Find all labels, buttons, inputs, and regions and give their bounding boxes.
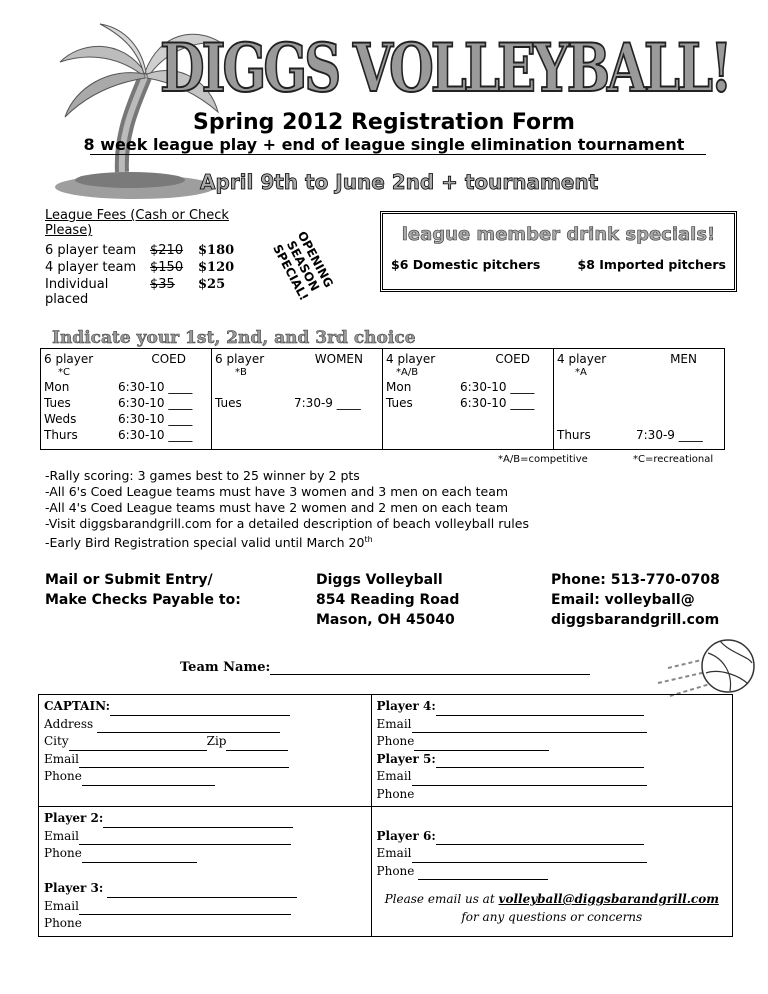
phone-label: Phone (376, 786, 415, 801)
phone-input[interactable] (82, 850, 197, 863)
phone-label: Phone (44, 846, 82, 860)
captain-label: CAPTAIN: (44, 699, 111, 713)
slot-day: Mon (386, 380, 412, 394)
player6-input[interactable] (436, 832, 644, 845)
schedule-heading: Indicate your 1st, 2nd, and 3rd choice (52, 328, 416, 348)
email-input[interactable] (412, 720, 647, 733)
slot-time: 7:30-9 ____ (294, 396, 361, 410)
contact-info (551, 570, 720, 630)
phone-input[interactable] (82, 773, 215, 786)
schedule-column-6-women (212, 349, 383, 450)
phone-label: Phone (44, 916, 82, 930)
player4-input[interactable] (436, 703, 644, 716)
league-code: *A/B (396, 367, 419, 378)
slot-time: 6:30-10 ____ (118, 428, 193, 442)
slot-time: 6:30-10 ____ (118, 412, 193, 426)
time-slot[interactable] (386, 395, 550, 411)
slot-day: Thurs (44, 428, 78, 442)
slot-day: Thurs (557, 428, 591, 442)
team-size: 6 player (215, 352, 265, 366)
zip-input[interactable] (226, 738, 288, 751)
mail-label (45, 570, 241, 610)
slot-time: 6:30-10 ____ (460, 396, 535, 410)
mail-label-line: Make Checks Payable to: (45, 592, 241, 608)
rules-notes (45, 468, 529, 551)
address-input[interactable] (97, 720, 280, 733)
player2-label: Player 2: (44, 811, 104, 825)
league-code: *A (575, 367, 587, 378)
email-input[interactable] (79, 832, 291, 845)
player-form-table (38, 694, 733, 937)
schedule-column-4-coed (383, 349, 554, 450)
league-type: WOMEN (314, 352, 363, 366)
player5-label: Player 5: (376, 751, 436, 766)
slot-day: Tues (386, 396, 413, 410)
fees-section (45, 208, 275, 308)
email-input[interactable] (412, 850, 647, 863)
slot-day: Weds (44, 412, 77, 426)
drink-specials-box (380, 211, 737, 292)
form-title: Spring 2012 Registration Form (193, 110, 575, 135)
league-type: COED (151, 352, 186, 366)
schedule-table (40, 348, 725, 450)
email-label: Email (44, 898, 79, 913)
season-dates: April 9th to June 2nd + tournament (200, 170, 599, 194)
rule-note: -All 4's Coed League teams must have 2 women and 2 men on each team (45, 500, 509, 515)
player3-label: Player 3: (44, 881, 104, 895)
contact-email-domain: diggsbarandgrill.com (551, 612, 720, 628)
fees-heading: League Fees (Cash or Check Please) (45, 208, 229, 238)
email-input[interactable] (79, 755, 289, 768)
drink-specials-heading: league member drink specials! (401, 224, 716, 245)
slot-day: Tues (44, 396, 71, 410)
time-slot[interactable] (44, 411, 208, 427)
player6-label: Player 6: (376, 828, 436, 843)
slot-time: 6:30-10 ____ (460, 380, 535, 394)
player5-input[interactable] (436, 755, 644, 768)
fee-label: Individual placed (45, 277, 109, 307)
team-name-input[interactable] (270, 661, 590, 675)
fee-old-price: $210 (150, 243, 184, 258)
captain-input[interactable] (110, 703, 290, 716)
mail-label-line: Mail or Submit Entry/ (45, 572, 213, 588)
email-note (377, 890, 727, 908)
subtitle-underline (90, 154, 706, 155)
time-slot[interactable] (44, 379, 208, 395)
league-type: COED (495, 352, 530, 366)
email-label: Email (376, 716, 412, 731)
zip-label: Zip (206, 734, 227, 748)
rule-note: -Rally scoring: 3 games best to 25 winner by 2 pts (45, 468, 360, 483)
fee-new-price: $120 (198, 260, 235, 275)
address-label: Address (44, 716, 94, 731)
fee-new-price: $180 (198, 243, 235, 258)
imported-pitchers: $8 Imported pitchers (577, 257, 726, 272)
schedule-column-4-men (554, 349, 725, 450)
legend-recreational: *C=recreational (633, 454, 714, 465)
email-label: Email (44, 828, 79, 843)
email-label: Email (376, 769, 412, 783)
team-size: 6 player (44, 352, 94, 366)
schedule-column-6-coed (41, 349, 212, 450)
logo-title: DIGGS VOLLEYBALL! (160, 29, 730, 107)
slot-time: 7:30-9 ____ (636, 428, 703, 442)
player3-input[interactable] (107, 885, 297, 898)
rule-note: -Visit diggsbarandgrill.com for a detailed description of beach volleyball rules (45, 516, 529, 531)
phone-input[interactable] (414, 738, 549, 751)
league-code: *B (235, 367, 247, 378)
player4-label: Player 4: (376, 699, 436, 713)
league-code: *C (58, 367, 70, 378)
email-note-link[interactable]: volleyball@diggsbarandgrill.com (498, 892, 719, 906)
address-line: Mason, OH 45040 (316, 612, 455, 628)
slot-day: Tues (215, 396, 242, 410)
phone-input[interactable] (418, 867, 548, 880)
team-size: 4 player (386, 352, 436, 366)
time-slot[interactable] (215, 395, 379, 411)
rule-note: -All 6's Coed League teams must have 3 women and 3 men on each team (45, 484, 509, 499)
time-slot[interactable] (44, 427, 208, 443)
fee-row (45, 259, 234, 276)
players-2-3-section (39, 807, 372, 937)
team-size: 4 player (557, 352, 607, 366)
time-slot[interactable] (44, 395, 208, 411)
form-subtitle: 8 week league play + end of league single elimination tournament (83, 135, 685, 154)
phone-label: Phone (376, 734, 415, 748)
slot-time: 6:30-10 ____ (118, 380, 193, 394)
city-label: City (44, 734, 69, 748)
team-name-field[interactable] (180, 660, 590, 675)
address-line: Diggs Volleyball (316, 572, 443, 588)
captain-section (39, 695, 372, 807)
opening-season-special: OPENING SEASON SPECIAL! (270, 228, 337, 303)
email-note-prefix: Please email us at (384, 892, 499, 906)
fees-table (45, 242, 234, 308)
time-slot[interactable] (557, 427, 721, 443)
phone-label: Phone (44, 769, 82, 783)
team-name-label: Team Name: (180, 660, 271, 675)
players-4-5-section (371, 695, 732, 807)
fee-label: 6 player team (45, 243, 137, 258)
player-6-section (371, 807, 732, 937)
player2-input[interactable] (103, 815, 293, 828)
league-type: MEN (670, 352, 697, 366)
fee-old-price: $150 (150, 260, 184, 275)
fee-row (45, 276, 234, 308)
email-note-suffix: for any questions or concerns (461, 910, 643, 924)
email-label: Email (44, 751, 79, 766)
email-input[interactable] (412, 773, 647, 786)
phone-label: Phone (376, 863, 415, 878)
contact-phone: Phone: 513-770-0708 (551, 572, 720, 588)
slot-day: Mon (44, 380, 70, 394)
email-label: Email (376, 846, 412, 860)
fee-row (45, 242, 234, 259)
email-input[interactable] (79, 902, 291, 915)
domestic-pitchers: $6 Domestic pitchers (391, 257, 541, 272)
address-line: 854 Reading Road (316, 592, 460, 608)
rule-note-sup: th (364, 535, 373, 544)
city-input[interactable] (69, 738, 207, 751)
fee-new-price: $25 (198, 277, 226, 292)
legend-competitive: *A/B=competitive (498, 454, 588, 465)
rule-note: -Early Bird Registration special valid until March 20 (45, 535, 365, 551)
time-slot[interactable] (386, 379, 550, 395)
fee-label: 4 player team (45, 260, 137, 275)
mailing-address (316, 570, 459, 630)
slot-time: 6:30-10 ____ (118, 396, 193, 410)
fee-old-price: $35 (150, 277, 175, 292)
contact-email: Email: volleyball@ (551, 592, 695, 608)
